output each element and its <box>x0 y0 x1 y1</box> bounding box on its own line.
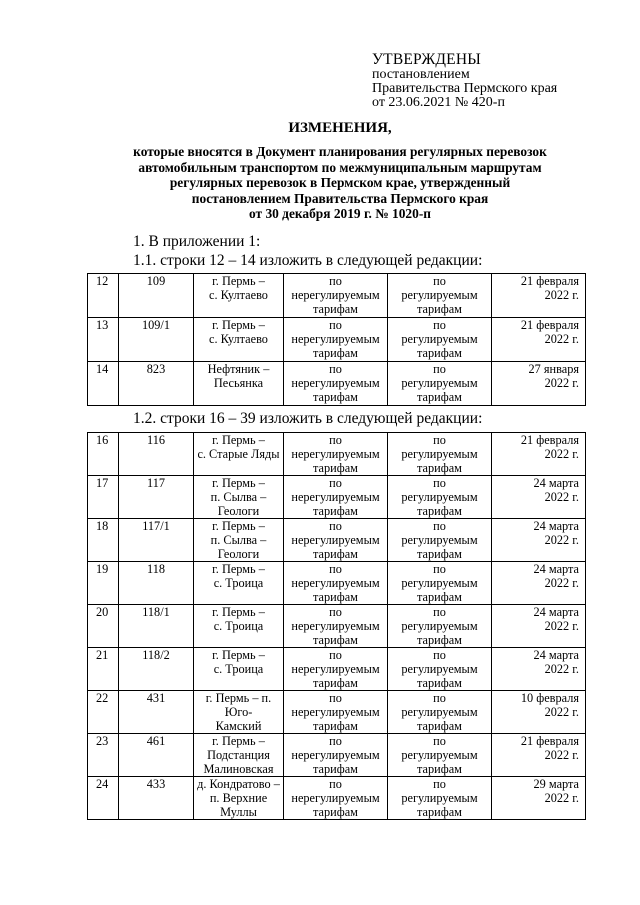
tariff-type-2-line: регулируемым <box>401 533 478 547</box>
tariff-type-1 <box>284 519 388 562</box>
start-date-line: 2022 г. <box>544 619 579 633</box>
tariff-type-2-line: по <box>433 519 446 533</box>
start-date-line: 2022 г. <box>544 748 579 762</box>
route-name-line: с. Троица <box>213 619 264 633</box>
tariff-type-2 <box>388 605 492 648</box>
route-name-line: г. Пермь – <box>212 274 265 288</box>
route-name <box>194 648 284 691</box>
tariff-type-2-line: тарифам <box>417 590 462 604</box>
tariff-type-2-line: по <box>433 476 446 490</box>
tariff-type-2 <box>388 433 492 476</box>
tariff-type-2-line: тарифам <box>417 547 462 561</box>
start-date-line: 2022 г. <box>544 332 579 346</box>
tariff-type-1-line: по <box>329 562 342 576</box>
start-date <box>492 433 586 476</box>
route-name-line: Геологи <box>217 547 260 561</box>
start-date <box>492 519 586 562</box>
route-number: 116 <box>119 433 194 476</box>
route-name-line: с. Троица <box>213 576 264 590</box>
route-number: 118/1 <box>119 605 194 648</box>
tariff-type-2 <box>388 476 492 519</box>
route-number: 431 <box>119 691 194 734</box>
start-date <box>492 362 586 406</box>
tariff-type-2-line: тарифам <box>417 346 462 360</box>
start-date-line: 2022 г. <box>544 447 579 461</box>
route-name <box>194 476 284 519</box>
tariff-type-1-line: нерегулируемым <box>291 447 380 461</box>
row-number: 18 <box>88 519 119 562</box>
routes-table-1 <box>87 273 586 406</box>
tariff-type-1 <box>284 691 388 734</box>
tariff-type-2-line: регулируемым <box>401 376 478 390</box>
start-date-line: 21 февраля <box>520 433 579 447</box>
tariff-type-2-line: регулируемым <box>401 490 478 504</box>
tariff-type-2 <box>388 777 492 820</box>
tariff-type-1 <box>284 433 388 476</box>
row-number: 13 <box>88 318 119 362</box>
tariff-type-1 <box>284 734 388 777</box>
route-name-line: с. Култаево <box>209 288 268 302</box>
row-number: 22 <box>88 691 119 734</box>
start-date <box>492 562 586 605</box>
table-row <box>88 691 586 734</box>
start-date-line: 21 февраля <box>520 274 579 288</box>
route-name <box>194 433 284 476</box>
route-name-line: Малиновская <box>203 762 274 776</box>
document-subtitle <box>0 144 640 222</box>
route-name-line: г. Пермь – п. Юго- <box>205 691 272 719</box>
tariff-type-2-line: тарифам <box>417 805 462 819</box>
route-name <box>194 318 284 362</box>
route-name-line: с. Троица <box>213 662 264 676</box>
tariff-type-1-line: по <box>329 734 342 748</box>
route-name <box>194 562 284 605</box>
tariff-type-2-line: регулируемым <box>401 662 478 676</box>
tariff-type-1-line: по <box>329 648 342 662</box>
route-name-line: Песьянка <box>213 376 264 390</box>
tariff-type-2-line: регулируемым <box>401 705 478 719</box>
route-name-line: г. Пермь – <box>212 734 265 748</box>
row-number: 12 <box>88 274 119 318</box>
tariff-type-2 <box>388 734 492 777</box>
tariff-type-2 <box>388 362 492 406</box>
row-number: 14 <box>88 362 119 406</box>
row-number: 20 <box>88 605 119 648</box>
tariff-type-2-line: по <box>433 562 446 576</box>
start-date-line: 2022 г. <box>544 376 579 390</box>
tariff-type-1-line: тарифам <box>313 719 358 733</box>
tariff-type-1-line: нерегулируемым <box>291 662 380 676</box>
table-row <box>88 476 586 519</box>
tariff-type-2-line: тарифам <box>417 504 462 518</box>
start-date-line: 21 февраля <box>520 734 579 748</box>
start-date-line: 29 марта <box>533 777 579 791</box>
route-number: 433 <box>119 777 194 820</box>
tariff-type-1-line: по <box>329 519 342 533</box>
tariff-type-2-line: тарифам <box>417 762 462 776</box>
approval-line: постановлением <box>372 67 470 82</box>
start-date <box>492 777 586 820</box>
start-date-line: 27 января <box>528 362 579 376</box>
tariff-type-1 <box>284 362 388 406</box>
tariff-type-1-line: тарифам <box>313 762 358 776</box>
route-number: 117/1 <box>119 519 194 562</box>
tariff-type-1 <box>284 777 388 820</box>
tariff-type-1-line: по <box>329 605 342 619</box>
start-date-line: 24 марта <box>533 519 579 533</box>
approval-block <box>372 52 557 110</box>
tariff-type-1-line: тарифам <box>313 547 358 561</box>
table-row <box>88 777 586 820</box>
tariff-type-2-line: регулируемым <box>401 447 478 461</box>
subtitle-line: автомобильным транспортом по межмуниципальным маршрутам <box>138 159 542 175</box>
route-name-line: Геологи <box>217 504 260 518</box>
tariff-type-2 <box>388 274 492 318</box>
start-date-line: 2022 г. <box>544 288 579 302</box>
route-name-line: Нефтяник – <box>207 362 270 376</box>
tariff-type-1-line: по <box>329 362 342 376</box>
route-name-line: г. Пермь – <box>212 433 265 447</box>
start-date-line: 2022 г. <box>544 490 579 504</box>
route-name-line: г. Пермь – <box>212 476 265 490</box>
route-name-line: Подстанция <box>207 748 270 762</box>
tariff-type-2-line: тарифам <box>417 719 462 733</box>
tariff-type-1-line: по <box>329 433 342 447</box>
tariff-type-1-line: по <box>329 691 342 705</box>
tariff-type-2-line: тарифам <box>417 676 462 690</box>
start-date <box>492 274 586 318</box>
route-name <box>194 734 284 777</box>
tariff-type-1 <box>284 274 388 318</box>
route-name-line: Камский <box>215 719 262 733</box>
row-number: 23 <box>88 734 119 777</box>
tariff-type-2 <box>388 318 492 362</box>
start-date <box>492 605 586 648</box>
subtitle-line: регулярных перевозок в Пермском крае, утвержденный <box>169 175 511 190</box>
start-date-line: 24 марта <box>533 648 579 662</box>
table-row <box>88 734 586 777</box>
route-name-line: п. Сылва – <box>210 490 267 504</box>
start-date-line: 21 февраля <box>520 318 579 332</box>
start-date <box>492 734 586 777</box>
tariff-type-1-line: по <box>329 476 342 490</box>
route-name-line: с. Култаево <box>209 332 268 346</box>
start-date <box>492 476 586 519</box>
table-row <box>88 648 586 691</box>
route-number: 118/2 <box>119 648 194 691</box>
tariff-type-2-line: по <box>433 691 446 705</box>
tariff-type-1 <box>284 318 388 362</box>
subtitle-line: которые вносятся в Документ планирования регулярных перевозок <box>133 144 547 159</box>
route-name-line: п. Сылва – <box>210 533 267 547</box>
table-row <box>88 362 586 406</box>
tariff-type-2-line: регулируемым <box>401 332 478 346</box>
route-name <box>194 605 284 648</box>
start-date-line: 10 февраля <box>520 691 579 705</box>
table-row <box>88 562 586 605</box>
paragraph-1-1: 1.1. строки 12 – 14 изложить в следующей редакции: <box>133 252 483 269</box>
route-number: 109 <box>119 274 194 318</box>
start-date-line: 2022 г. <box>544 576 579 590</box>
tariff-type-2-line: по <box>433 274 446 288</box>
paragraph-1-2: 1.2. строки 16 – 39 изложить в следующей редакции: <box>133 410 483 427</box>
route-name-line: с. Старые Ляды <box>197 447 280 461</box>
tariff-type-1-line: тарифам <box>313 676 358 690</box>
route-name <box>194 362 284 406</box>
tariff-type-2-line: по <box>433 777 446 791</box>
route-number: 823 <box>119 362 194 406</box>
tariff-type-2-line: регулируемым <box>401 288 478 302</box>
route-name <box>194 777 284 820</box>
tariff-type-2-line: тарифам <box>417 302 462 316</box>
route-name-line: г. Пермь – <box>212 648 265 662</box>
subtitle-line: от 30 декабря 2019 г. № 1020-п <box>249 206 431 221</box>
start-date <box>492 648 586 691</box>
subtitle-line: постановлением Правительства Пермского края <box>191 190 489 206</box>
route-number: 117 <box>119 476 194 519</box>
route-number: 461 <box>119 734 194 777</box>
tariff-type-1-line: по <box>329 318 342 332</box>
tariff-type-1-line: тарифам <box>313 633 358 647</box>
row-number: 24 <box>88 777 119 820</box>
tariff-type-1 <box>284 476 388 519</box>
route-name-line: г. Пермь – <box>212 519 265 533</box>
route-name <box>194 274 284 318</box>
row-number: 16 <box>88 433 119 476</box>
start-date <box>492 318 586 362</box>
document-heading: ИЗМЕНЕНИЯ, <box>288 120 392 136</box>
row-number: 21 <box>88 648 119 691</box>
table-row <box>88 318 586 362</box>
tariff-type-1-line: тарифам <box>313 461 358 475</box>
table-row <box>88 274 586 318</box>
start-date-line: 2022 г. <box>544 662 579 676</box>
approval-line: от 23.06.2021 № 420-п <box>372 95 505 110</box>
route-number: 109/1 <box>119 318 194 362</box>
start-date-line: 24 марта <box>533 562 579 576</box>
start-date-line: 2022 г. <box>544 791 579 805</box>
approval-title: УТВЕРЖДЕНЫ <box>372 51 481 68</box>
start-date-line: 24 марта <box>533 605 579 619</box>
tariff-type-1-line: нерегулируемым <box>291 791 380 805</box>
tariff-type-2-line: по <box>433 318 446 332</box>
route-name-line: д. Кондратово – <box>197 777 280 791</box>
tariff-type-2-line: тарифам <box>417 633 462 647</box>
routes-table-2 <box>87 432 586 820</box>
tariff-type-2 <box>388 519 492 562</box>
approval-line: Правительства Пермского края <box>372 81 558 96</box>
route-name-line: г. Пермь – <box>212 605 265 619</box>
tariff-type-2-line: по <box>433 362 446 376</box>
table-row <box>88 433 586 476</box>
tariff-type-2-line: регулируемым <box>401 791 478 805</box>
tariff-type-1-line: нерегулируемым <box>291 332 380 346</box>
row-number: 17 <box>88 476 119 519</box>
route-number: 118 <box>119 562 194 605</box>
tariff-type-1-line: тарифам <box>313 504 358 518</box>
tariff-type-2-line: тарифам <box>417 390 462 404</box>
start-date-line: 24 марта <box>533 476 579 490</box>
tariff-type-2-line: по <box>433 605 446 619</box>
route-name-line: п. Верхние Муллы <box>209 791 268 819</box>
tariff-type-1-line: нерегулируемым <box>291 748 380 762</box>
tariff-type-1-line: нерегулируемым <box>291 376 380 390</box>
tariff-type-1 <box>284 562 388 605</box>
tariff-type-1 <box>284 648 388 691</box>
tariff-type-2-line: тарифам <box>417 461 462 475</box>
tariff-type-1 <box>284 605 388 648</box>
tariff-type-1-line: нерегулируемым <box>291 619 380 633</box>
tariff-type-1-line: тарифам <box>313 805 358 819</box>
route-name <box>194 691 284 734</box>
tariff-type-2 <box>388 691 492 734</box>
start-date <box>492 691 586 734</box>
tariff-type-2-line: по <box>433 734 446 748</box>
tariff-type-2-line: регулируемым <box>401 576 478 590</box>
row-number: 19 <box>88 562 119 605</box>
start-date-line: 2022 г. <box>544 533 579 547</box>
tariff-type-1-line: тарифам <box>313 346 358 360</box>
tariff-type-1-line: нерегулируемым <box>291 490 380 504</box>
tariff-type-2-line: по <box>433 648 446 662</box>
tariff-type-1-line: нерегулируемым <box>291 533 380 547</box>
tariff-type-1-line: по <box>329 777 342 791</box>
tariff-type-1-line: тарифам <box>313 302 358 316</box>
route-name-line: г. Пермь – <box>212 562 265 576</box>
tariff-type-2-line: регулируемым <box>401 619 478 633</box>
route-name <box>194 519 284 562</box>
tariff-type-1-line: нерегулируемым <box>291 576 380 590</box>
tariff-type-1-line: тарифам <box>313 390 358 404</box>
tariff-type-1-line: нерегулируемым <box>291 288 380 302</box>
tariff-type-1-line: по <box>329 274 342 288</box>
table-row <box>88 605 586 648</box>
table-row <box>88 519 586 562</box>
tariff-type-2-line: по <box>433 433 446 447</box>
tariff-type-2-line: регулируемым <box>401 748 478 762</box>
tariff-type-2 <box>388 648 492 691</box>
tariff-type-1-line: тарифам <box>313 590 358 604</box>
tariff-type-2 <box>388 562 492 605</box>
start-date-line: 2022 г. <box>544 705 579 719</box>
paragraph-1: 1. В приложении 1: <box>133 233 261 250</box>
tariff-type-1-line: нерегулируемым <box>291 705 380 719</box>
route-name-line: г. Пермь – <box>212 318 265 332</box>
